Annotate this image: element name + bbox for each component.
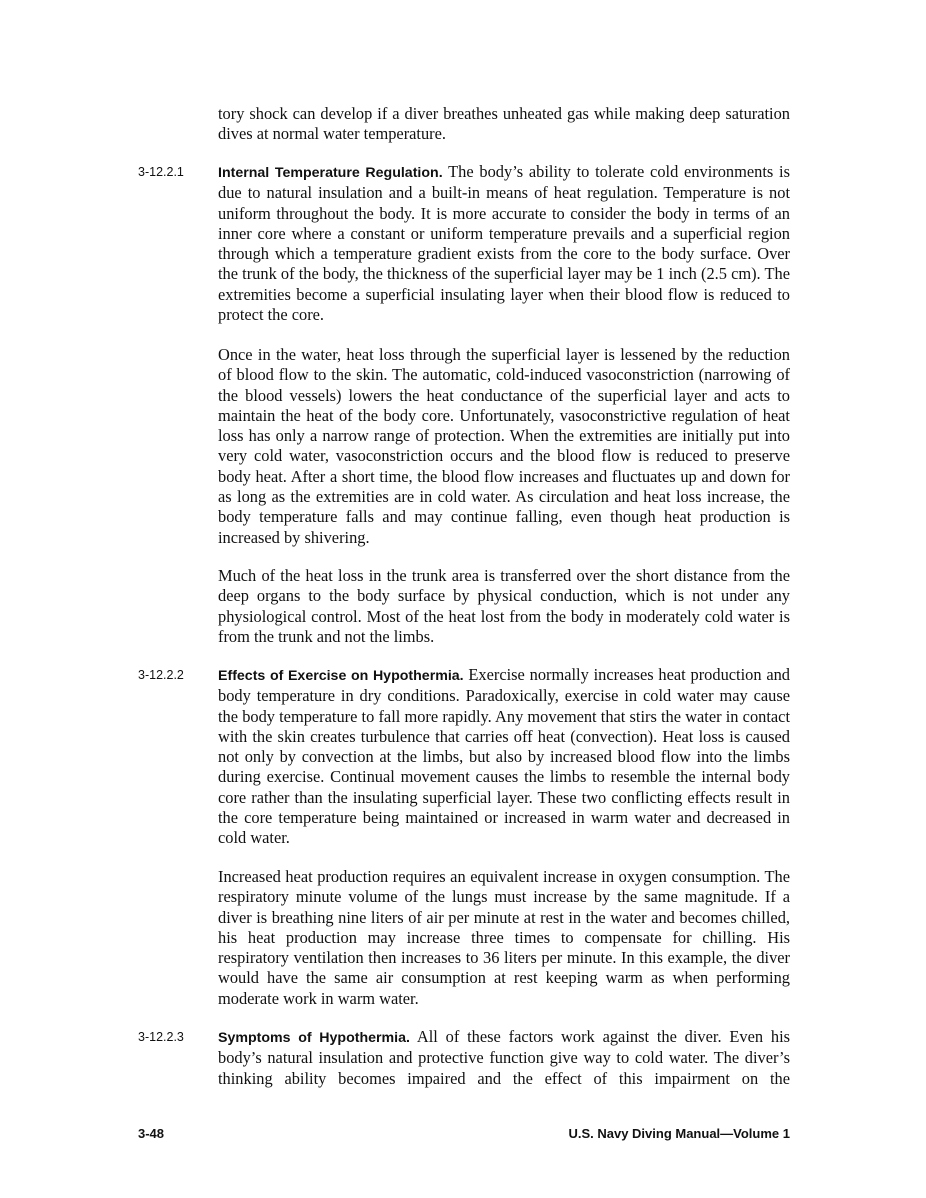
footer-page-number: 3-48 <box>138 1126 165 1141</box>
section-number: 3-12.2.3 <box>138 1030 184 1044</box>
paragraph-text: tory shock can develop if a diver breathes unheated gas while making deep saturation dives at normal water temperature. <box>218 104 790 144</box>
paragraph <box>218 345 790 548</box>
section-paragraph <box>218 665 790 849</box>
section-paragraph <box>218 162 790 325</box>
section-number: 3-12.2.2 <box>138 668 184 682</box>
section-effects-of-exercise <box>218 665 790 849</box>
section-text: Exercise normally increases heat production and body temperature in dry conditions. Paradoxically, exercise in cold water may cause the body temperature to fall more rapidly. Any movement that stirs the water in contact with the skin creates turbulence that carries off heat (convection). Heat loss is caused not only by convection at the limbs, but also by increased blood flow into the limbs during exercise. Continual movement causes the limbs to resemble the internal body core rather than the insulating superficial layer. These two conflicting effects result in the core temperature being maintained or increased in warm water and decreased in cold water. <box>218 665 790 848</box>
paragraph-text: Much of the heat loss in the trunk area is transferred over the short distance from the deep organs to the body surface by physical conduction, which is not under any physiological control. Most of the heat lost from the body in moderately cold water is from the trunk and not the limbs. <box>218 566 790 646</box>
paragraph-text: Increased heat production requires an equivalent increase in oxygen consumption. The respiratory minute volume of the lungs must increase by the same magnitude. If a diver is breathing nine liters of air per minute at rest in the water and becomes chilled, his heat production may increase three times to compensate for chilling. His respiratory ventilation then increases to 36 liters per minute. In this example, the diver would have the same air consumption at rest keeping warm as when performing moderate work in warm water. <box>218 867 790 1008</box>
section-number: 3-12.2.1 <box>138 165 184 179</box>
section-text: All of these factors work against the diver. Even his body’s natural insulation and protective function give way to cold water. The diver’s thinking ability becomes impaired and the effect of this impairment on the <box>218 1027 791 1088</box>
paragraph-text: Once in the water, heat loss through the superficial layer is lessened by the reduction of blood flow to the skin. The automatic, cold-induced vasoconstriction (narrowing of the blood vessels) lowers the heat conductance of the superficial layer and acts to maintain the heat of the body core. Unfortunately, vasoconstrictive regulation of heat loss has only a narrow range of protection. When the extremities are initially put into very cold water, vasoconstriction occurs and the blood flow is reduced to preserve body heat. After a short time, the blood flow increases and fluctuates up and down for as long as the extremities are in cold water. As circulation and heat loss increase, the body temperature falls and may continue falling, even though heat production is increased by shivering. <box>218 345 790 547</box>
section-symptoms-of-hypothermia <box>218 1027 790 1089</box>
section-heading: Internal Temperature Regulation. <box>218 165 443 181</box>
section-heading: Effects of Exercise on Hypothermia. <box>218 668 464 684</box>
section-paragraph <box>218 1027 790 1089</box>
section-text: The body’s ability to tolerate cold environments is due to natural insulation and a built-in means of heat regulation. Temperature is not uniform throughout the body. It is more accurate to consider the body in terms of an inner core where a constant or uniform temperature prevails and a superficial region through which a temperature gradient exists from the core to the body surface. Over the trunk of the body, the thickness of the superficial layer may be 1 inch (2.5 cm). The extremities become a superficial insulating layer when their blood flow is reduced to protect the core. <box>218 162 790 325</box>
footer-title: U.S. Navy Diving Manual—Volume 1 <box>568 1126 790 1141</box>
section-internal-temperature-regulation <box>218 162 790 325</box>
paragraph <box>218 867 790 1009</box>
paragraph <box>218 566 790 647</box>
continuation-paragraph <box>218 104 790 145</box>
section-heading: Symptoms of Hypothermia. <box>218 1030 410 1046</box>
